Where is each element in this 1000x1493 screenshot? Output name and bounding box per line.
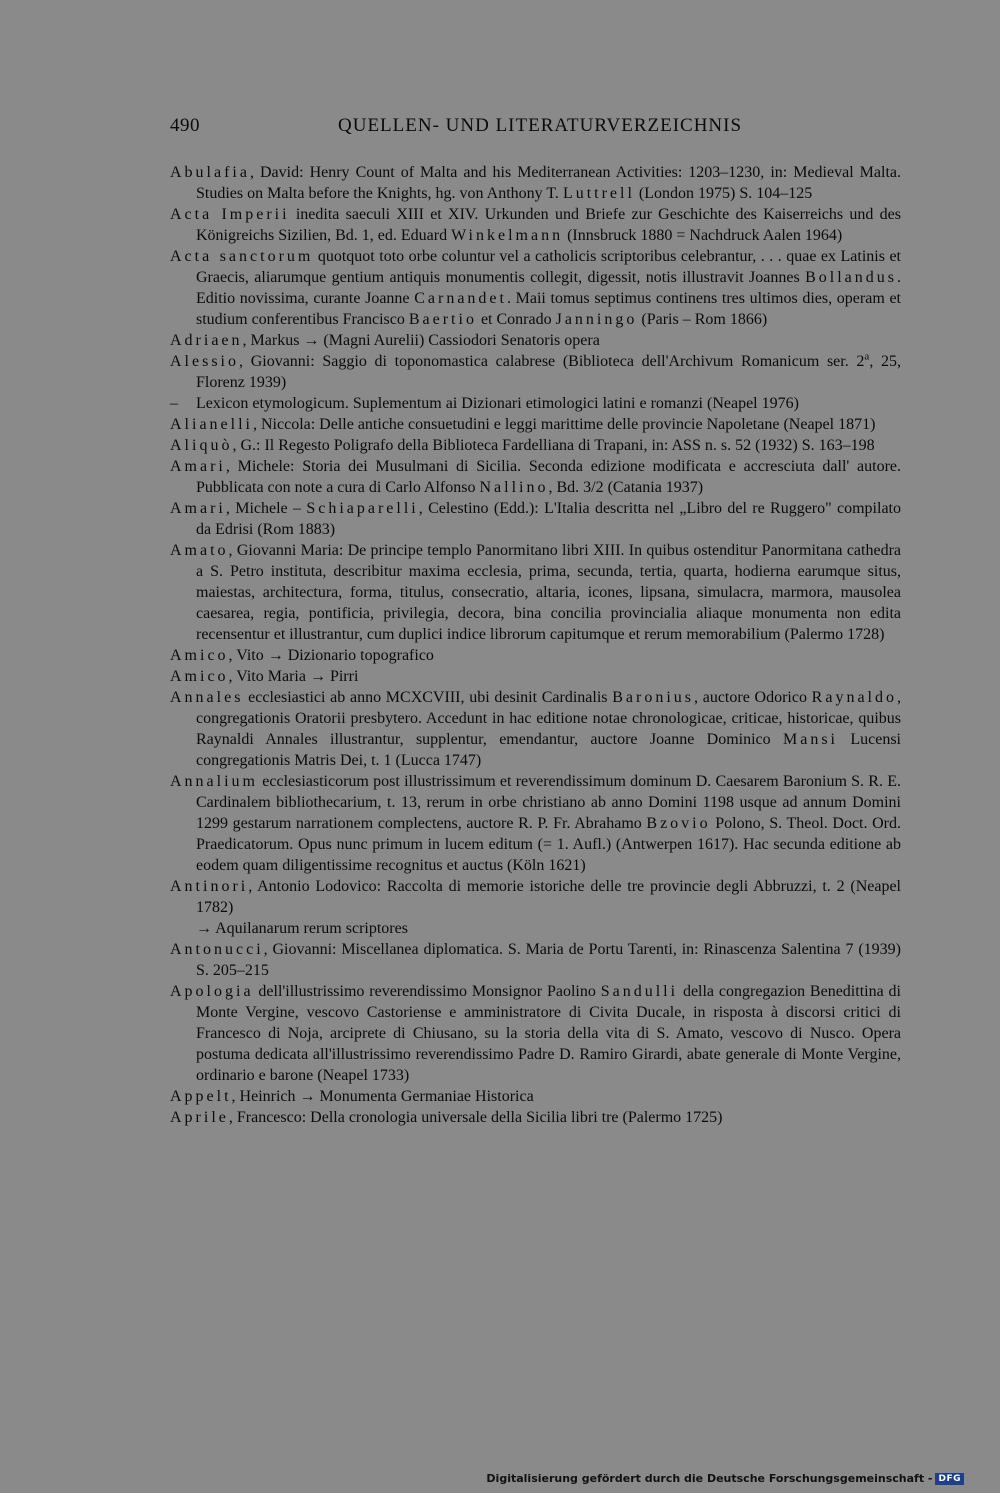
author-name: Janningo: [555, 311, 638, 328]
author-name: Carnandet: [414, 290, 507, 307]
author-name: Winkelmann: [451, 227, 564, 244]
bibliography-entry: [170, 939, 901, 981]
entry-text: Lucensi congregationis Matris Dei, t. 1 (Lucca 1747): [196, 731, 902, 769]
author-name: Adriaen: [170, 332, 243, 349]
author-name: Acta Imperii: [170, 206, 290, 223]
bibliography-entry: [170, 456, 901, 498]
bibliography-entry: [170, 204, 901, 246]
bibliography-entry: [170, 876, 901, 918]
entry-text: , Bd. 3/2 (Catania 1937): [548, 479, 704, 496]
author-name: Baertio: [408, 311, 477, 328]
entry-text: quotquot toto orbe coluntur vel a catholicis scriptoribus celebrantur, . . . quae ex Latinis et Graecis, aliarumque gentium antiquis monumentis collegit, digessit, notis illustravit Joannes: [196, 248, 901, 286]
entry-text: Lexicon etymologicum. Suplementum ai Dizionari etimologici latini e romanzi (Neapel 1976): [196, 395, 799, 412]
author-name: Amato: [170, 542, 229, 559]
bibliography-entry: [170, 330, 901, 351]
entry-text: inedita saeculi XIII et XIV. Urkunden und Briefe zur Geschichte des Kaiserreichs und des Königreichs Sizilien, Bd. 1, ed. Eduard: [196, 206, 901, 244]
author-name: Antinori: [170, 878, 249, 895]
entry-text: → Aquilanarum rerum scriptores: [196, 920, 408, 937]
bibliography-entry: [170, 918, 901, 939]
entry-text: , Giovanni Maria: De principe templo Panormitano libri XIII. In quibus ostenditur Panormitana cathedra a S. Petro instituta, describitur maxima ecclesia, prima, secunda, tertia, quarta, hodierna earumque situs, maiestas, architectura, forma, titulus, consecratio, altaria, icones, lipsana, simulacra, marmora, mausolea caesarea, regia, pontificia, privilegia, decora, bina concilia provincialia aliaque monumenta non edita recensentur et illustrantur, cum duplici indice librorum capitumque et rerum memorabilium (Palermo 1728): [196, 542, 901, 643]
author-name: Annalium: [170, 773, 258, 790]
author-name: Abulafia: [170, 164, 250, 181]
bibliography-entry: [170, 246, 901, 330]
bibliography-entry: [170, 162, 901, 204]
entry-text: . Editio novissima, curante Joanne: [196, 269, 901, 307]
entry-text: (Innsbruck 1880 = Nachdruck Aalen 1964): [563, 227, 843, 244]
author-name: Amico: [170, 647, 229, 664]
entry-text: , G.: Il Regesto Poligrafo della Biblioteca Fardelliana di Trapani, in: ASS n. s. 52 (1932) S. 163–198: [232, 437, 875, 454]
author-name: Luttrell: [562, 185, 635, 202]
bibliography-entry: [170, 771, 901, 876]
bibliography-entry: [170, 498, 901, 540]
author-name: Aliquò: [170, 437, 233, 454]
bibliography-entry: [170, 645, 901, 666]
bibliography-entry: [170, 435, 901, 456]
author-name: Baronius: [612, 689, 694, 706]
bibliography-entry: [170, 393, 901, 414]
dfg-logo: DFG: [935, 1473, 964, 1485]
entry-text: , Vito → Dizionario topografico: [228, 647, 434, 664]
entry-text: , Celestino (Edd.): L'Italia descritta nel „Libro del re Ruggero" compilato da Edrisi (Rom 1883): [196, 500, 901, 538]
entry-text: , Francesco: Della cronologia universale della Sicilia libri tre (Palermo 1725): [228, 1109, 723, 1126]
footer-credit-text: Digitalisierung gefördert durch die Deutsche Forschungsgemeinschaft -: [486, 1472, 933, 1485]
page-number: 490: [170, 115, 200, 136]
entry-text: . Maii tomus septimus continens tres ultimos dies, operam et studium conferentibus Francisco: [196, 290, 902, 328]
bibliography-list: [170, 162, 901, 1128]
author-name: Acta sanctorum: [170, 248, 314, 265]
bibliography-entry: [170, 666, 901, 687]
footer-credit: [486, 1472, 964, 1485]
entry-text: , Giovanni: Saggio di toponomastica calabrese (Biblioteca dell'Archivum Romanicum ser. 2: [239, 353, 865, 370]
entry-text: , Niccola: Delle antiche consuetudini e leggi marittime delle provincie Napoletane (Neapel 1871): [252, 416, 876, 433]
author-name: Schiaparelli: [306, 500, 419, 517]
author-name: Nallino: [479, 479, 549, 496]
running-head: QUELLEN- UND LITERATURVERZEICHNIS: [338, 115, 743, 136]
entry-text: , Heinrich → Monumenta Germaniae Historica: [231, 1088, 534, 1105]
entry-text: , Antonio Lodovico: Raccolta di memorie istoriche delle tre provincie degli Abbruzzi, t. 2 (Neapel 1782): [196, 878, 901, 916]
author-name: Aprile: [170, 1109, 229, 1126]
author-name: Appelt: [170, 1088, 232, 1105]
entry-text: (Paris – Rom 1866): [637, 311, 768, 328]
author-name: Amari: [170, 500, 226, 517]
entry-text: (London 1975) S. 104–125: [634, 185, 813, 202]
bibliography-entry: [170, 981, 901, 1086]
entry-text: et Conrado: [476, 311, 556, 328]
entry-text: ecclesiastici ab anno MCXCVIII, ubi desinit Cardinalis: [243, 689, 613, 706]
author-name: Antonucci: [170, 941, 264, 958]
entry-text: , auctore Odorico: [694, 689, 812, 706]
author-name: Bzovio: [646, 815, 711, 832]
entry-text: , Michele –: [225, 500, 307, 517]
bibliography-entry: [170, 687, 901, 771]
author-name: Bollandus: [805, 269, 897, 286]
bibliography-entry: [170, 1086, 901, 1107]
author-name: Alianelli: [170, 416, 253, 433]
entry-text: , David: Henry Count of Malta and his Mediterranean Activities: 1203–1230, in: Medieval Malta. Studies on Malta before the Knights, hg. von Anthony T.: [196, 164, 901, 202]
entry-text: ecclesiasticorum post illustrissimum et reverendissimum dominum D. Caesarem Baronium S. R. E. Cardinalem bibliothecarium, t. 13, rerum in orbe christiano ab anno Domini 1198 usque ad annum Domini 1299 gestarum narrationem complectens, auctore R. P. Fr. Abrahamo: [196, 773, 901, 832]
author-name: Mansi: [783, 731, 838, 748]
bibliography-entry: [170, 414, 901, 435]
author-name: Annales: [170, 689, 244, 706]
superscript: a: [864, 350, 870, 363]
entry-text: , Giovanni: Miscellanea diplomatica. S. Maria de Portu Tarenti, in: Rinascenza Salentina 7 (1939) S. 205–215: [196, 941, 901, 979]
entry-text: , Michele: Storia dei Musulmani di Sicilia. Seconda edizione modificata e accresciuta dall' autore. Pubblicata con note a cura di Carlo Alfonso: [196, 458, 901, 496]
author-name: Alessio: [170, 353, 239, 370]
entry-text: , Vito Maria → Pirri: [228, 668, 359, 685]
entry-text: , 25, Florenz 1939): [196, 353, 902, 391]
entry-text: , Markus → (Magni Aurelii) Cassiodori Senatoris opera: [242, 332, 600, 349]
entry-text: Polono, S. Theol. Doct. Ord. Praedicatorum. Opus nunc primum in lucem editum (= 1. Aufl.) (Antwerpen 1617). Hac secunda editione ab eodem quam diligentissime recognitus et auctus (Köln 1621): [196, 815, 902, 874]
entry-text: , congregationis Oratorii presbytero. Accedunt in hac editione notae chronologicae, criticae, historicae, quibus Raynaldi Annales illustrantur, supplentur, emendantur, auctore Joanne Dominico: [196, 689, 901, 748]
ditto-dash: –: [170, 395, 178, 412]
bibliography-entry: [170, 1107, 901, 1128]
entry-text: dell'illustrissimo reverendissimo Monsignor Paolino: [253, 983, 601, 1000]
author-name: Amico: [170, 668, 229, 685]
bibliography-entry: [170, 540, 901, 645]
bibliography-entry: [170, 351, 901, 393]
author-name: Raynaldo: [811, 689, 897, 706]
author-name: Apologia: [170, 983, 254, 1000]
author-name: Amari: [170, 458, 226, 475]
entry-text: della congregazion Benedittina di Monte Vergine, vescovo Castoriense e amministratore di Civita Ducale, in risposta à discorsi critici di Francesco di Noja, arciprete di Chiusano, su la storia della vita di S. Amato, vescovo di Nusco. Opera postuma dedicata all'illustrissimo reverendissimo Padre D. Ramiro Girardi, abate generale di Monte Vergine, ordinario e barone (Neapel 1733): [196, 983, 901, 1084]
author-name: Sandulli: [600, 983, 679, 1000]
